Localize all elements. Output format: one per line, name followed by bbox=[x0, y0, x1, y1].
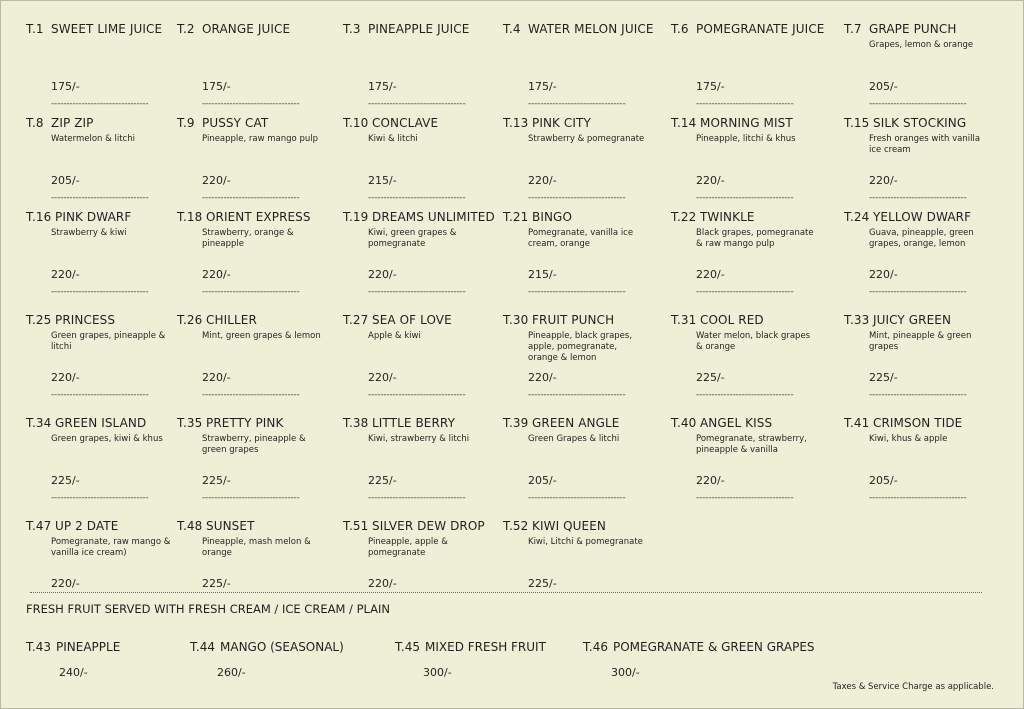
fresh-fruit-item bbox=[583, 640, 815, 679]
item-price: 220/- bbox=[528, 371, 557, 384]
item-title bbox=[26, 20, 191, 38]
item-desc: Water melon, black grapes & orange bbox=[696, 331, 811, 352]
item-desc: Mint, pineapple & green grapes bbox=[869, 331, 972, 352]
item-desc bbox=[503, 40, 648, 76]
menu-item bbox=[671, 114, 836, 203]
dotted-rule: -------------------------------- bbox=[368, 99, 466, 109]
item-title bbox=[671, 114, 836, 132]
item-price: 205/- bbox=[528, 474, 557, 487]
menu-item bbox=[343, 414, 508, 503]
item-code: T.43 bbox=[26, 640, 51, 654]
menu-item bbox=[26, 414, 191, 503]
item-desc: Grapes, lemon & orange bbox=[869, 40, 974, 50]
menu-item bbox=[671, 208, 836, 297]
menu-item bbox=[343, 517, 508, 591]
item-title bbox=[671, 20, 836, 38]
item-code: T.7 bbox=[844, 22, 862, 36]
item-title bbox=[671, 208, 836, 226]
item-price: 220/- bbox=[869, 268, 898, 281]
item-code: T.22 bbox=[671, 210, 697, 224]
item-desc: Mint, green grapes & lemon bbox=[202, 331, 321, 341]
menu-item bbox=[844, 114, 1009, 203]
fresh-fruit-heading: FRESH FRUIT SERVED WITH FRESH CREAM / ICE CREAM / PLAIN bbox=[26, 602, 391, 616]
item-title bbox=[26, 517, 191, 535]
item-desc: Kiwi, khus & apple bbox=[869, 434, 948, 444]
dotted-rule: -------------------------------- bbox=[51, 287, 149, 297]
item-name: ANGEL KISS bbox=[700, 416, 773, 430]
dotted-rule: -------------------------------- bbox=[696, 193, 794, 203]
menu-item bbox=[177, 114, 342, 203]
item-name: MIXED FRESH FRUIT bbox=[425, 640, 546, 654]
item-code: T.41 bbox=[844, 416, 870, 430]
menu-item bbox=[503, 208, 668, 297]
item-code: T.40 bbox=[671, 416, 697, 430]
item-code: T.24 bbox=[844, 210, 870, 224]
item-title bbox=[503, 311, 668, 329]
item-name: SILK STOCKING bbox=[873, 116, 967, 130]
item-price: 220/- bbox=[51, 371, 80, 384]
item-title bbox=[671, 414, 836, 432]
item-title bbox=[503, 517, 668, 535]
item-code: T.15 bbox=[844, 116, 870, 130]
menu-item bbox=[26, 517, 191, 591]
item-title bbox=[583, 640, 815, 654]
item-desc bbox=[343, 40, 488, 76]
item-desc: Black grapes, pomegranate & raw mango pulp bbox=[696, 228, 814, 249]
item-desc: Strawberry, pineapple & green grapes bbox=[202, 434, 306, 455]
item-name: KIWI QUEEN bbox=[532, 519, 606, 533]
item-desc: Pomegranate, vanilla ice cream, orange bbox=[528, 228, 634, 249]
item-name: GREEN ISLAND bbox=[55, 416, 147, 430]
item-title bbox=[177, 517, 342, 535]
item-price: 225/- bbox=[202, 577, 231, 590]
item-desc: Kiwi, strawberry & litchi bbox=[368, 434, 470, 444]
item-title bbox=[844, 414, 1009, 432]
menu-item bbox=[844, 208, 1009, 297]
item-code: T.21 bbox=[503, 210, 529, 224]
menu-row bbox=[26, 517, 1006, 609]
item-price: 220/- bbox=[696, 174, 725, 187]
item-price: 220/- bbox=[368, 268, 397, 281]
item-desc bbox=[671, 40, 816, 76]
item-code: T.19 bbox=[343, 210, 369, 224]
item-code: T.27 bbox=[343, 313, 369, 327]
item-desc: Pomegranate, strawberry, pineapple & vanilla bbox=[696, 434, 807, 455]
item-code: T.16 bbox=[26, 210, 52, 224]
item-name: PINK DWARF bbox=[55, 210, 132, 224]
menu-item bbox=[503, 311, 668, 400]
item-name: FRUIT PUNCH bbox=[532, 313, 615, 327]
item-title bbox=[844, 208, 1009, 226]
item-code: T.2 bbox=[177, 22, 195, 36]
menu-item bbox=[503, 414, 668, 503]
item-desc: Pineapple, black grapes, apple, pomegranate, orange & lemon bbox=[528, 331, 633, 363]
menu-item bbox=[844, 414, 1009, 503]
item-name: WATER MELON JUICE bbox=[528, 22, 654, 36]
dotted-rule: -------------------------------- bbox=[528, 493, 626, 503]
dotted-rule: -------------------------------- bbox=[696, 99, 794, 109]
menu-grid bbox=[26, 20, 1006, 609]
item-price: 175/- bbox=[51, 80, 80, 93]
dotted-rule: -------------------------------- bbox=[51, 193, 149, 203]
item-name: POMEGRANATE & GREEN GRAPES bbox=[613, 640, 815, 654]
dotted-rule: -------------------------------- bbox=[368, 493, 466, 503]
item-title bbox=[844, 311, 1009, 329]
dotted-rule: -------------------------------- bbox=[696, 390, 794, 400]
item-price: 220/- bbox=[202, 371, 231, 384]
item-name: PINEAPPLE bbox=[56, 640, 121, 654]
item-name: PINK CITY bbox=[532, 116, 591, 130]
menu-row bbox=[26, 414, 1006, 517]
item-code: T.4 bbox=[503, 22, 521, 36]
item-price: 175/- bbox=[696, 80, 725, 93]
item-name: ZIP ZIP bbox=[51, 116, 94, 130]
item-code: T.3 bbox=[343, 22, 361, 36]
item-code: T.38 bbox=[343, 416, 369, 430]
item-price: 205/- bbox=[869, 474, 898, 487]
item-price: 225/- bbox=[528, 577, 557, 590]
menu-row bbox=[26, 208, 1006, 311]
item-price: 240/- bbox=[59, 666, 88, 679]
item-title bbox=[503, 414, 668, 432]
item-name: ORANGE JUICE bbox=[202, 22, 291, 36]
menu-item bbox=[844, 311, 1009, 400]
fresh-fruit-item bbox=[395, 640, 546, 679]
item-price: 220/- bbox=[696, 474, 725, 487]
item-code: T.39 bbox=[503, 416, 529, 430]
fresh-fruit-item bbox=[190, 640, 344, 679]
item-desc: Pomegranate, raw mango & vanilla ice cream) bbox=[51, 537, 171, 558]
item-price: 205/- bbox=[51, 174, 80, 187]
item-code: T.30 bbox=[503, 313, 529, 327]
item-desc: Kiwi, Litchi & pomegranate bbox=[528, 537, 643, 547]
item-desc: Pineapple, litchi & khus bbox=[696, 134, 796, 144]
item-title bbox=[503, 20, 668, 38]
menu-item bbox=[503, 517, 668, 591]
item-price: 225/- bbox=[869, 371, 898, 384]
menu-item bbox=[26, 311, 191, 400]
item-name: ORIENT EXPRESS bbox=[206, 210, 311, 224]
item-code: T.35 bbox=[177, 416, 203, 430]
menu-item bbox=[844, 20, 1009, 109]
item-code: T.45 bbox=[395, 640, 420, 654]
dotted-rule: -------------------------------- bbox=[528, 99, 626, 109]
item-desc: Kiwi & litchi bbox=[368, 134, 418, 144]
item-title bbox=[26, 114, 191, 132]
item-name: GRAPE PUNCH bbox=[869, 22, 957, 36]
item-title bbox=[503, 114, 668, 132]
item-desc: Strawberry & kiwi bbox=[51, 228, 127, 238]
item-title bbox=[343, 208, 508, 226]
item-title bbox=[343, 414, 508, 432]
dotted-rule: -------------------------------- bbox=[869, 193, 967, 203]
item-name: PUSSY CAT bbox=[202, 116, 269, 130]
item-code: T.25 bbox=[26, 313, 52, 327]
item-name: LITTLE BERRY bbox=[372, 416, 456, 430]
item-price: 220/- bbox=[696, 268, 725, 281]
item-code: T.47 bbox=[26, 519, 52, 533]
section-divider bbox=[30, 592, 982, 593]
menu-row bbox=[26, 311, 1006, 414]
item-name: PRINCESS bbox=[55, 313, 116, 327]
item-code: T.31 bbox=[671, 313, 697, 327]
item-title bbox=[343, 311, 508, 329]
item-name: BINGO bbox=[532, 210, 572, 224]
item-title bbox=[177, 208, 342, 226]
dotted-rule: -------------------------------- bbox=[202, 99, 300, 109]
item-title bbox=[395, 640, 546, 654]
item-name: PINEAPPLE JUICE bbox=[368, 22, 470, 36]
item-code: T.26 bbox=[177, 313, 203, 327]
menu-item bbox=[177, 311, 342, 400]
item-name: POMEGRANATE JUICE bbox=[696, 22, 825, 36]
item-name: SEA OF LOVE bbox=[372, 313, 452, 327]
item-title bbox=[343, 517, 508, 535]
menu-item bbox=[503, 20, 668, 109]
item-name: YELLOW DWARF bbox=[873, 210, 972, 224]
item-desc bbox=[26, 40, 171, 76]
item-desc: Green grapes, kiwi & khus bbox=[51, 434, 163, 444]
item-desc: Green grapes, pineapple & litchi bbox=[51, 331, 166, 352]
item-price: 220/- bbox=[202, 268, 231, 281]
item-code: T.8 bbox=[26, 116, 44, 130]
item-name: DREAMS UNLIMITED bbox=[372, 210, 495, 224]
item-price: 220/- bbox=[528, 174, 557, 187]
item-desc: Strawberry & pomegranate bbox=[528, 134, 645, 144]
item-code: T.46 bbox=[583, 640, 608, 654]
item-price: 220/- bbox=[51, 268, 80, 281]
item-code: T.51 bbox=[343, 519, 369, 533]
item-name: SUNSET bbox=[206, 519, 255, 533]
item-name: CONCLAVE bbox=[372, 116, 439, 130]
fresh-fruit-item bbox=[26, 640, 120, 679]
item-name: GREEN ANGLE bbox=[532, 416, 620, 430]
dotted-rule: -------------------------------- bbox=[696, 493, 794, 503]
item-price: 300/- bbox=[423, 666, 452, 679]
item-code: T.9 bbox=[177, 116, 195, 130]
item-name: PRETTY PINK bbox=[206, 416, 284, 430]
dotted-rule: -------------------------------- bbox=[528, 287, 626, 297]
item-desc: Pineapple, apple & pomegranate bbox=[368, 537, 448, 558]
item-title bbox=[177, 414, 342, 432]
item-title bbox=[177, 114, 342, 132]
item-code: T.34 bbox=[26, 416, 52, 430]
item-name: CRIMSON TIDE bbox=[873, 416, 963, 430]
item-price: 215/- bbox=[368, 174, 397, 187]
dotted-rule: -------------------------------- bbox=[696, 287, 794, 297]
menu-item bbox=[503, 114, 668, 203]
dotted-rule: -------------------------------- bbox=[51, 99, 149, 109]
item-price: 175/- bbox=[368, 80, 397, 93]
item-code: T.14 bbox=[671, 116, 697, 130]
item-code: T.10 bbox=[343, 116, 369, 130]
item-code: T.13 bbox=[503, 116, 529, 130]
item-code: T.18 bbox=[177, 210, 203, 224]
item-name: MANGO (SEASONAL) bbox=[220, 640, 344, 654]
item-name: SILVER DEW DROP bbox=[372, 519, 485, 533]
item-price: 175/- bbox=[528, 80, 557, 93]
item-price: 225/- bbox=[368, 474, 397, 487]
dotted-rule: -------------------------------- bbox=[368, 193, 466, 203]
item-title bbox=[503, 208, 668, 226]
item-code: T.48 bbox=[177, 519, 203, 533]
item-name: SWEET LIME JUICE bbox=[51, 22, 163, 36]
item-title bbox=[26, 640, 120, 654]
dotted-rule: -------------------------------- bbox=[368, 390, 466, 400]
item-code: T.1 bbox=[26, 22, 44, 36]
item-name: CHILLER bbox=[206, 313, 257, 327]
menu-item bbox=[343, 311, 508, 400]
item-title bbox=[177, 20, 342, 38]
item-price: 260/- bbox=[217, 666, 246, 679]
dotted-rule: -------------------------------- bbox=[869, 493, 967, 503]
item-price: 225/- bbox=[696, 371, 725, 384]
menu-item bbox=[671, 311, 836, 400]
item-name: COOL RED bbox=[700, 313, 764, 327]
item-desc: Pineapple, mash melon & orange bbox=[202, 537, 311, 558]
item-price: 220/- bbox=[869, 174, 898, 187]
item-title bbox=[844, 20, 1009, 38]
menu-item bbox=[177, 208, 342, 297]
item-title bbox=[177, 311, 342, 329]
item-title bbox=[844, 114, 1009, 132]
menu-item bbox=[343, 114, 508, 203]
item-price: 225/- bbox=[51, 474, 80, 487]
item-title bbox=[343, 114, 508, 132]
item-desc: Guava, pineapple, green grapes, orange, lemon bbox=[869, 228, 974, 249]
item-name: JUICY GREEN bbox=[873, 313, 952, 327]
dotted-rule: -------------------------------- bbox=[202, 193, 300, 203]
item-name: UP 2 DATE bbox=[55, 519, 119, 533]
item-desc: Green Grapes & litchi bbox=[528, 434, 620, 444]
item-desc: Strawberry, orange & pineapple bbox=[202, 228, 294, 249]
menu-item bbox=[177, 20, 342, 109]
item-price: 220/- bbox=[368, 371, 397, 384]
item-price: 220/- bbox=[51, 577, 80, 590]
item-price: 215/- bbox=[528, 268, 557, 281]
item-title bbox=[26, 414, 191, 432]
dotted-rule: -------------------------------- bbox=[51, 493, 149, 503]
menu-item bbox=[343, 208, 508, 297]
item-price: 225/- bbox=[202, 474, 231, 487]
item-title bbox=[190, 640, 344, 654]
menu-item bbox=[26, 20, 191, 109]
item-title bbox=[343, 20, 508, 38]
dotted-rule: -------------------------------- bbox=[202, 390, 300, 400]
dotted-rule: -------------------------------- bbox=[202, 493, 300, 503]
menu-item bbox=[343, 20, 508, 109]
menu-item bbox=[671, 414, 836, 503]
dotted-rule: -------------------------------- bbox=[869, 99, 967, 109]
menu-item bbox=[177, 414, 342, 503]
item-title bbox=[26, 208, 191, 226]
item-price: 220/- bbox=[368, 577, 397, 590]
item-title bbox=[26, 311, 191, 329]
item-price: 205/- bbox=[869, 80, 898, 93]
menu-row bbox=[26, 20, 1006, 114]
item-desc: Pineapple, raw mango pulp bbox=[202, 134, 318, 144]
item-desc: Fresh oranges with vanilla ice cream bbox=[869, 134, 981, 155]
item-name: MORNING MIST bbox=[700, 116, 793, 130]
dotted-rule: -------------------------------- bbox=[202, 287, 300, 297]
item-code: T.44 bbox=[190, 640, 215, 654]
item-desc: Kiwi, green grapes & pomegranate bbox=[368, 228, 457, 249]
item-price: 175/- bbox=[202, 80, 231, 93]
menu-row bbox=[26, 114, 1006, 208]
item-desc bbox=[177, 40, 322, 76]
dotted-rule: -------------------------------- bbox=[51, 390, 149, 400]
item-desc: Watermelon & litchi bbox=[51, 134, 135, 144]
dotted-rule: -------------------------------- bbox=[368, 287, 466, 297]
item-code: T.33 bbox=[844, 313, 870, 327]
item-price: 300/- bbox=[611, 666, 640, 679]
dotted-rule: -------------------------------- bbox=[528, 193, 626, 203]
menu-item bbox=[671, 20, 836, 109]
item-price: 220/- bbox=[202, 174, 231, 187]
menu-item bbox=[26, 208, 191, 297]
dotted-rule: -------------------------------- bbox=[869, 390, 967, 400]
item-code: T.6 bbox=[671, 22, 689, 36]
item-code: T.52 bbox=[503, 519, 529, 533]
item-desc: Apple & kiwi bbox=[368, 331, 421, 341]
dotted-rule: -------------------------------- bbox=[869, 287, 967, 297]
item-name: TWINKLE bbox=[700, 210, 755, 224]
menu-item bbox=[177, 517, 342, 591]
tax-footnote: Taxes & Service Charge as applicable. bbox=[832, 682, 994, 692]
menu-item bbox=[26, 114, 191, 203]
item-title bbox=[671, 311, 836, 329]
dotted-rule: -------------------------------- bbox=[528, 390, 626, 400]
